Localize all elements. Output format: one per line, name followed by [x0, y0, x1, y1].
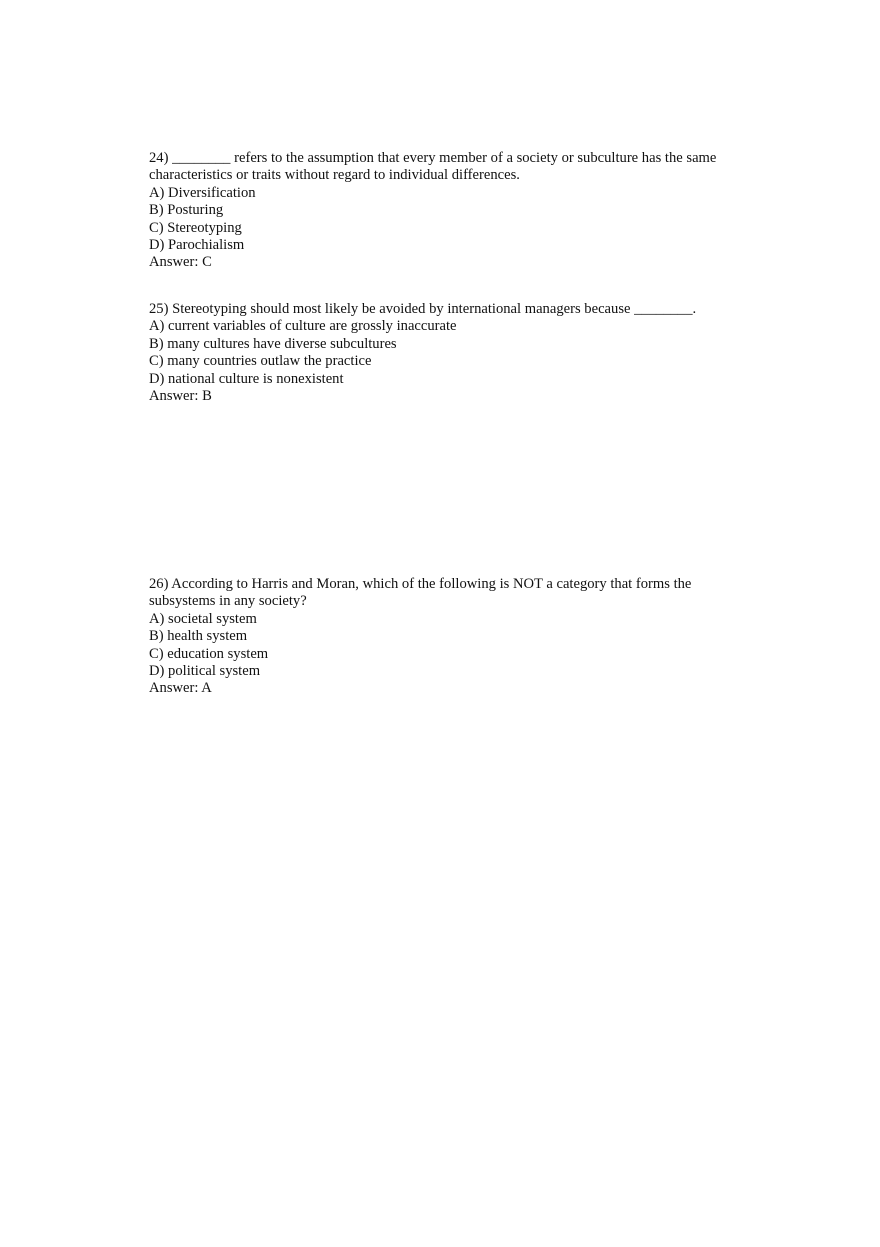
answer-option: A) societal system	[149, 610, 257, 627]
answer-option: A) Diversification	[149, 184, 256, 201]
question-25	[149, 301, 749, 405]
answer-option: B) many cultures have diverse subcultures	[149, 335, 397, 352]
answer-option: C) education system	[149, 645, 269, 662]
answer-option: C) Stereotyping	[149, 219, 242, 236]
answer-option: B) health system	[149, 628, 248, 645]
answer-option: B) Posturing	[149, 202, 224, 219]
answer-key: Answer: A	[149, 680, 212, 697]
question-24	[149, 150, 749, 272]
question-stem-line: characteristics or traits without regard to individual differences.	[149, 167, 520, 184]
question-stem-line: 24) ________ refers to the assumption that every member of a society or subculture has the same	[149, 150, 717, 166]
answer-key: Answer: B	[149, 388, 212, 405]
answer-option: D) Parochialism	[149, 237, 245, 254]
question-stem-line: 26) According to Harris and Moran, which of the following is NOT a category that forms the	[149, 576, 692, 592]
answer-option: A) current variables of culture are grossly inaccurate	[149, 318, 457, 335]
answer-option: D) national culture is nonexistent	[149, 370, 344, 387]
answer-option: D) political system	[149, 663, 261, 680]
question-26	[149, 576, 749, 698]
answer-option: C) many countries outlaw the practice	[149, 353, 372, 370]
question-stem-line: 25) Stereotyping should most likely be avoided by international managers because ________.	[149, 301, 697, 317]
answer-key: Answer: C	[149, 254, 212, 271]
question-stem-line: subsystems in any society?	[149, 593, 307, 610]
